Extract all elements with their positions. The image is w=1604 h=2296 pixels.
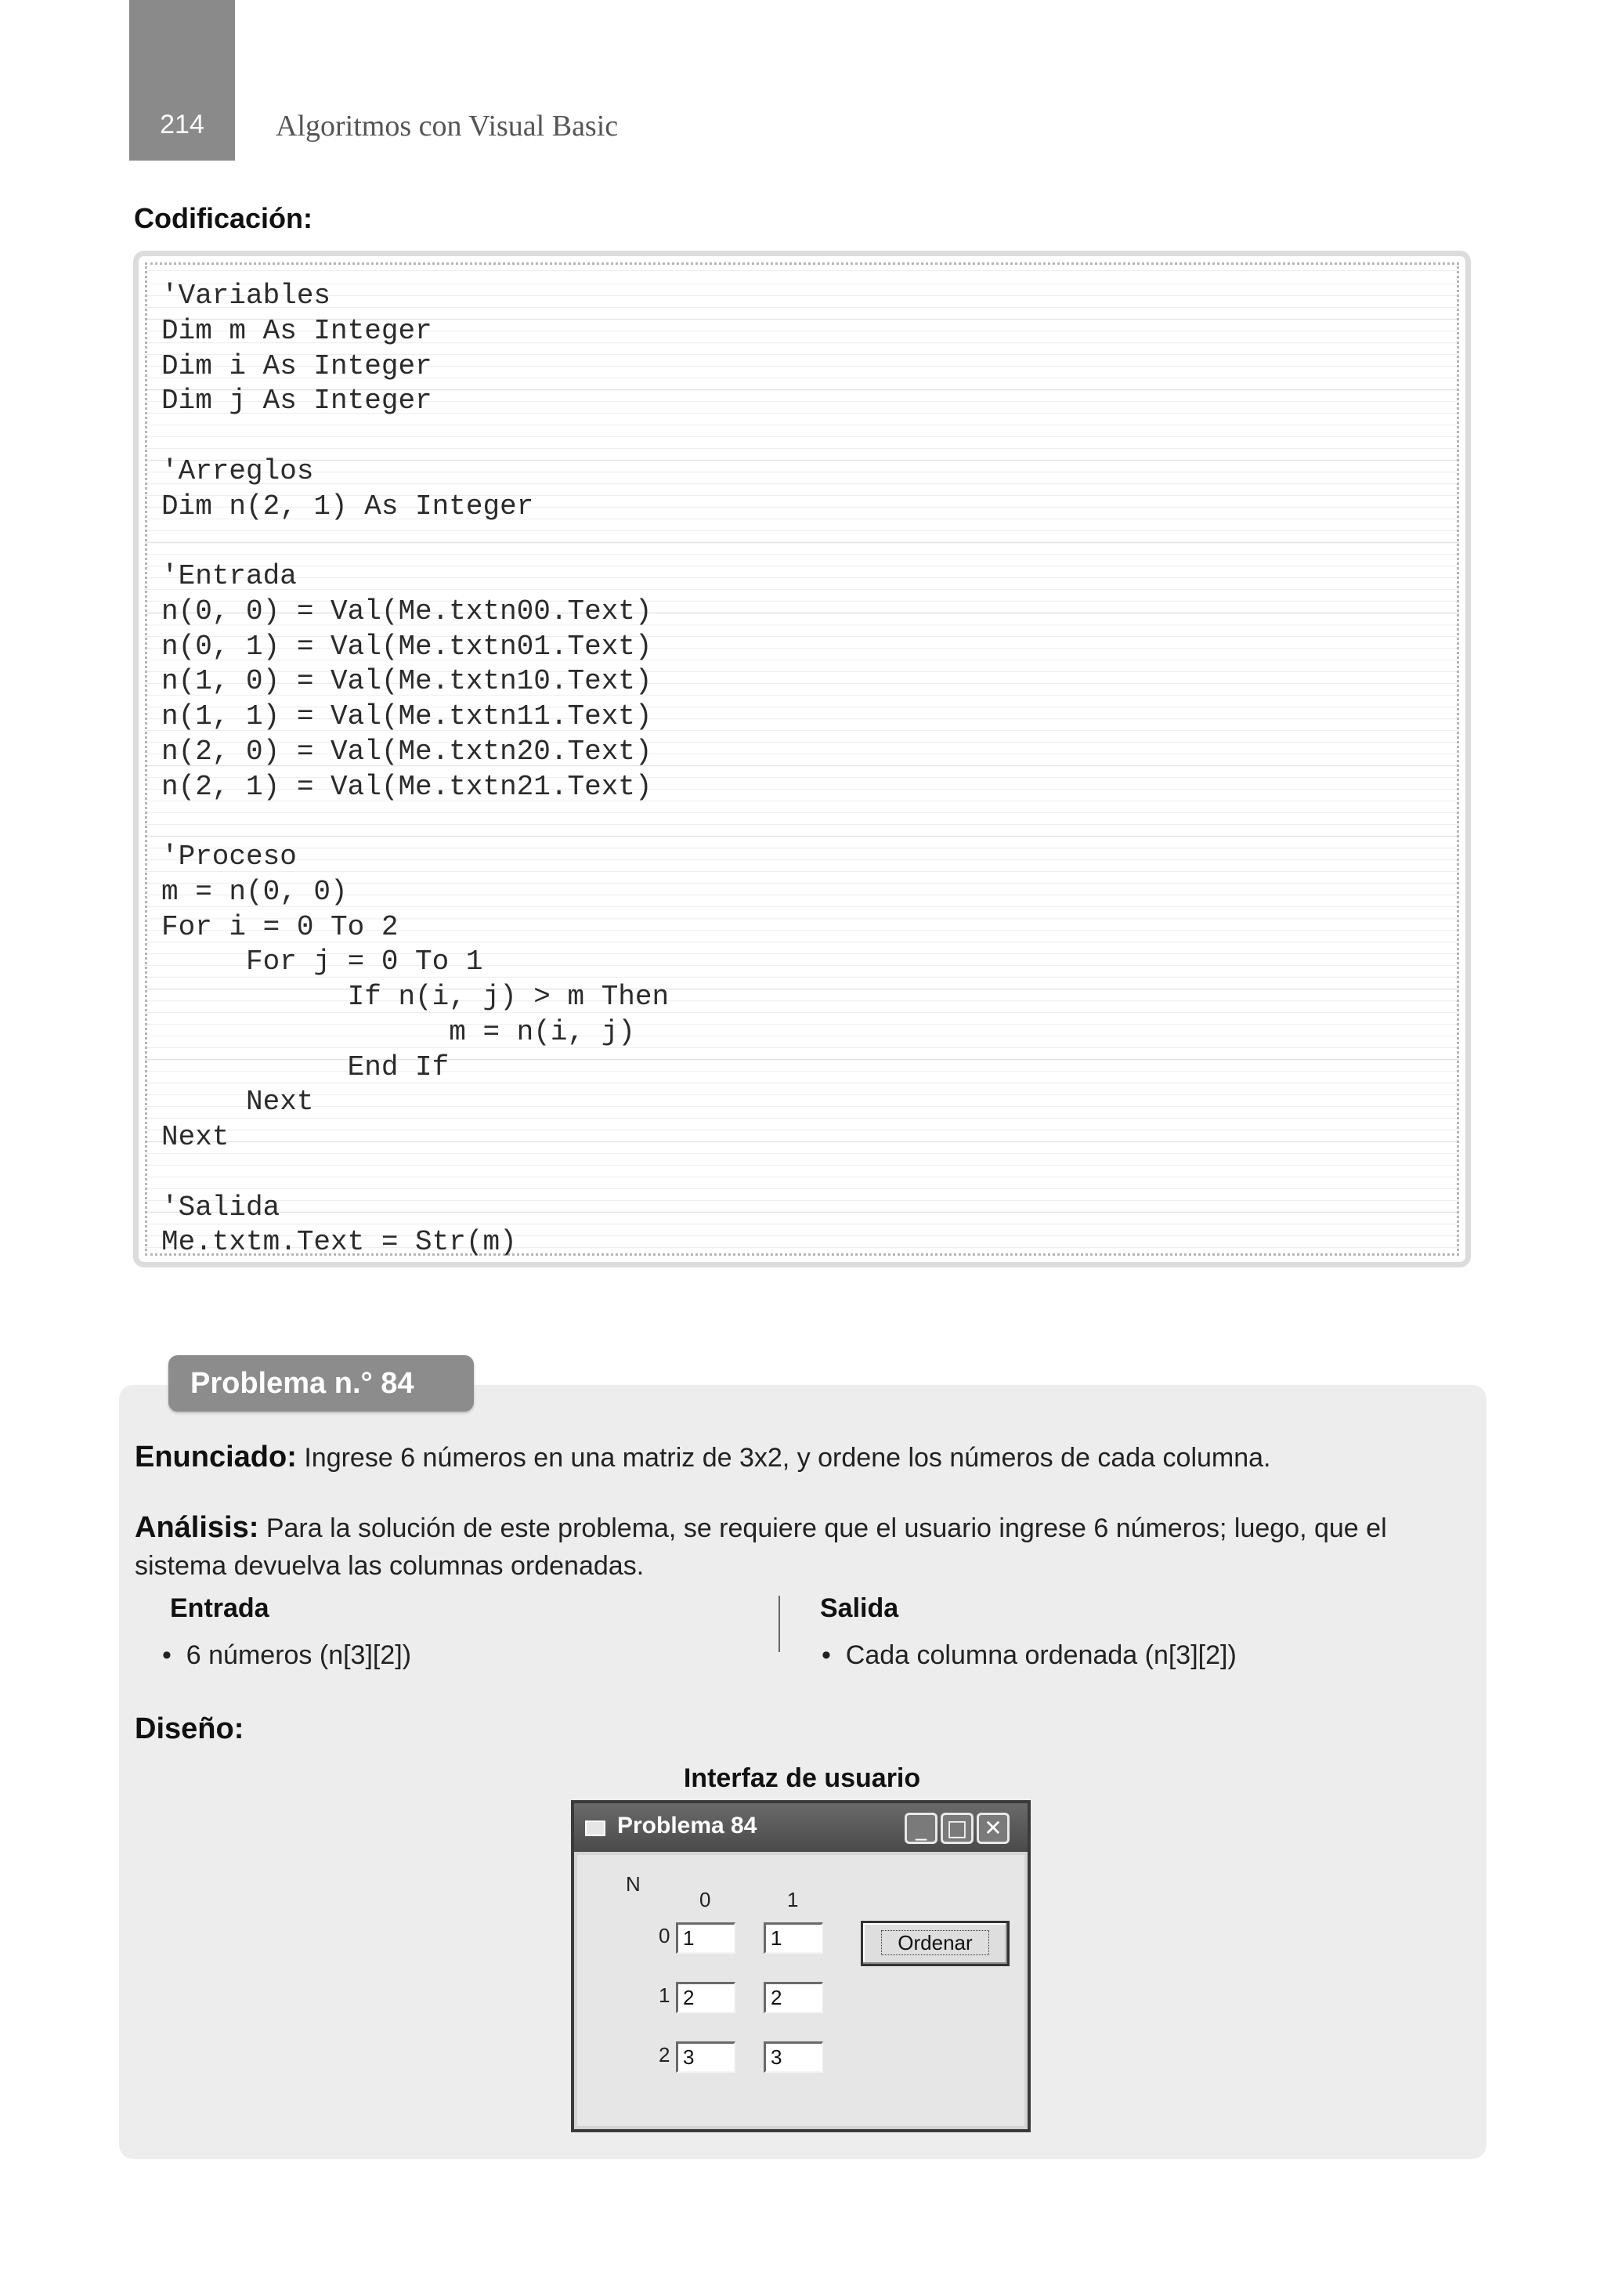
bullet-icon: • <box>162 1640 186 1670</box>
window-title: Problema 84 <box>617 1813 757 1839</box>
row-label-1: 1 <box>659 1983 670 2007</box>
code-line <box>161 805 669 840</box>
code-line: Me.txtm.Text = Str(m) <box>161 1226 517 1259</box>
textbox-n10[interactable]: 2 <box>676 1982 735 2013</box>
column-label-1: 1 <box>787 1888 799 1911</box>
code-line: For i = 0 To 2 <box>161 910 399 943</box>
row-label-2: 2 <box>659 2043 670 2066</box>
input-title: Entrada <box>170 1593 269 1623</box>
bullet-icon: • <box>822 1640 846 1670</box>
code-line: 'Proceso <box>161 841 297 873</box>
analysis-label: Análisis: <box>135 1511 259 1544</box>
output-title: Salida <box>820 1593 899 1623</box>
code-line: Next <box>161 1086 314 1119</box>
code-line: n(1, 0) = Val(Me.txtn10.Text) <box>161 665 652 698</box>
code-line: n(1, 1) = Val(Me.txtn11.Text) <box>161 700 652 732</box>
window-body <box>577 1855 1024 2126</box>
code-line: m = n(0, 0) <box>161 875 348 908</box>
vb-window <box>571 1800 1031 2132</box>
close-button[interactable]: ✕ <box>977 1813 1010 1844</box>
textbox-n21[interactable]: 3 <box>764 2041 823 2073</box>
code-line <box>161 419 669 454</box>
code-line: For j = 0 To 1 <box>161 946 483 978</box>
interface-caption: Interfaz de usuario <box>683 1763 921 1793</box>
code-line: 'Salida <box>161 1191 280 1224</box>
window-titlebar[interactable] <box>574 1803 1028 1852</box>
code-line: n(0, 1) = Val(Me.txtn01.Text) <box>161 630 652 663</box>
code-line: 'Entrada <box>161 560 297 592</box>
code-line: Dim m As Integer <box>161 314 432 347</box>
code-lines <box>161 279 669 1260</box>
code-line: If n(i, j) > m Then <box>161 981 670 1013</box>
analysis-paragraph <box>135 1509 1474 1585</box>
output-item <box>822 1640 1237 1671</box>
code-line: 'Arreglos <box>161 454 314 487</box>
code-box <box>133 251 1471 1267</box>
sort-button-label: Ordenar <box>881 1930 988 1955</box>
statement-paragraph <box>135 1438 1474 1477</box>
analysis-text: Para la solución de este problema, se requiere que el usuario ingrese 6 números; luego, que el sistema devuelva las columnas ordenadas. <box>135 1513 1387 1581</box>
problem-badge: Problema n.° 84 <box>168 1355 474 1412</box>
textbox-n01[interactable]: 1 <box>764 1922 823 1954</box>
row-label-0: 0 <box>659 1924 670 1947</box>
code-area <box>145 262 1459 1259</box>
minimize-button[interactable]: _ <box>905 1813 937 1844</box>
code-line: Dim j As Integer <box>161 385 432 418</box>
code-line: Next <box>161 1121 229 1153</box>
textbox-n11[interactable]: 2 <box>764 1982 823 2013</box>
maximize-button[interactable]: □ <box>941 1813 974 1844</box>
output-item-text: Cada columna ordenada (n[3][2]) <box>845 1640 1237 1670</box>
app-icon <box>585 1821 605 1836</box>
textbox-n00[interactable]: 1 <box>676 1922 735 1954</box>
book-title: Algoritmos con Visual Basic <box>276 110 619 143</box>
column-divider <box>779 1596 780 1652</box>
column-label-0: 0 <box>699 1888 711 1911</box>
code-line: End If <box>161 1050 450 1083</box>
textbox-n20[interactable]: 3 <box>676 2041 735 2073</box>
code-line: Dim i As Integer <box>161 349 432 382</box>
code-line: n(0, 0) = Val(Me.txtn00.Text) <box>161 595 652 627</box>
design-heading: Diseño: <box>135 1712 244 1745</box>
code-line: m = n(i, j) <box>161 1015 635 1048</box>
code-line: n(2, 0) = Val(Me.txtn20.Text) <box>161 735 652 768</box>
input-item-text: 6 números (n[3][2]) <box>186 1640 412 1670</box>
code-line: Dim n(2, 1) As Integer <box>161 490 534 522</box>
statement-text: Ingrese 6 números en una matriz de 3x2, y ordene los números de cada columna. <box>304 1443 1271 1473</box>
code-line: 'Variables <box>161 280 331 312</box>
statement-label: Enunciado: <box>135 1441 297 1473</box>
code-line <box>161 524 669 559</box>
code-line <box>161 1155 669 1191</box>
matrix-label: N <box>626 1872 641 1896</box>
code-line: n(2, 1) = Val(Me.txtn21.Text) <box>161 770 652 803</box>
coding-heading: Codificación: <box>134 202 313 234</box>
page-number: 214 <box>160 110 204 139</box>
sort-button[interactable] <box>861 1921 1010 1966</box>
input-item <box>162 1640 411 1671</box>
